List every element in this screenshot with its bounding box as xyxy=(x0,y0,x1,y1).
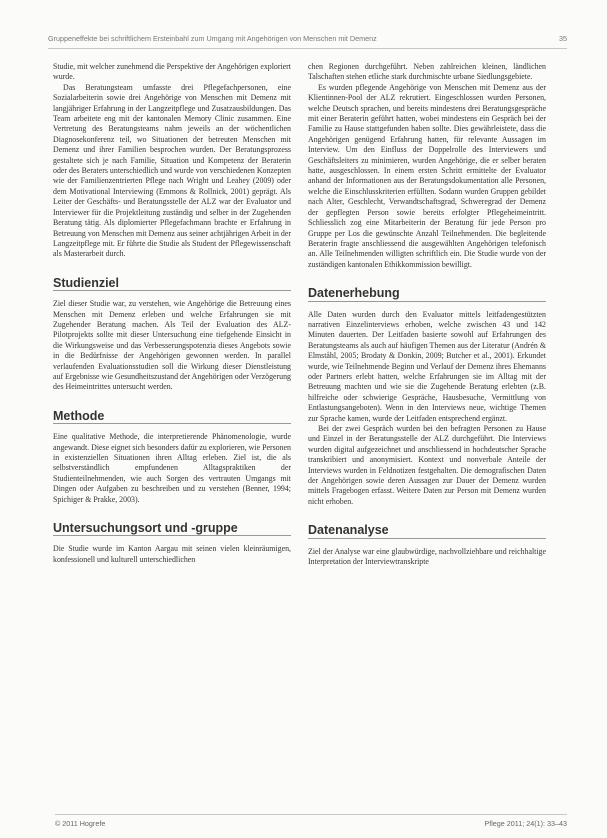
section-heading-untersuchung: Untersuchungsort und -gruppe xyxy=(53,523,291,536)
section-heading-datenerhebung: Datenerhebung xyxy=(308,288,546,301)
paragraph: Bei der zwei Gespräch wurden bei den befragten Personen zu Hause und Einzel in der Beratungsstelle der ALZ durchgeführt. Die Interviews wurden digital aufgezeichnet und anschliessend in hochdeutscher Sprache transkribiert und anonymisiert. Kontext und nonverbale Anteile der Interviews wurden in Feldnotizen festgehalten. Die demografischen Daten der Angehörigen sowie deren Aussagen zur Dauer der Demenz wurden mittels Fragebogen erfasst. Weitere Daten zur Person mit Demenz wurden nicht erhoben. xyxy=(308,424,546,506)
running-title: Gruppeneffekte bei schriftlichem Ersteinbahl zum Umgang mit Angehörigen von Menschen mit Demenz xyxy=(48,34,377,43)
journal-citation: Pflege 2011; 24(1): 33–43 xyxy=(484,819,567,828)
paragraph: Studie, mit welcher zunehmend die Perspektive der Angehörigen exploriert wurde. xyxy=(53,62,291,82)
paragraph: Alle Daten wurden durch den Evaluator mittels leitfadengestützten narrativen Einzelinterviews erhoben, welche zwischen 43 und 142 Minuten dauerten. Der Leitfaden basierte sowohl auf Erfahrungen des Beratungsteams als auch auf häufigen Themen aus der Literatur (Andrén & Elmståhl, 2005; Brodaty & Donkin, 2009; Butcher et al., 2001). Erkundet wurde, wie Teilnehmende Beginn und Verlauf der Demenz ihres Ehemanns oder Partners erlebt hatten, welche Erfahrungen sie im Alltag mit der Betreuung machten und wie sie die Zugehende Beratung erlebten (z.B. hilfreiche oder schwierige Gespräche, Hausbesuche, Vermittlung von Entlastungsangeboten). Wenn in den Interviews neue, wichtige Themen zur Sprache kamen, wurde der Leitfaden entsprechend ergänzt. xyxy=(308,309,546,423)
paragraph: chen Regionen durchgeführt. Neben zahlreichen kleinen, ländlichen Talschaften stehen etliche stark durchmischte urbane Siedlungsgebiete. xyxy=(308,62,546,82)
paragraph: Die Studie wurde im Kanton Aargau mit seinen vielen kleinräumigen, konfessionell und kulturell unterschiedlichen xyxy=(53,544,291,564)
copyright: © 2011 Hogrefe xyxy=(55,819,106,828)
paragraph: Eine qualitative Methode, die interpretierende Phänomenologie, wurde angewandt. Diese eignet sich besonders dafür zu explorieren, wie Personen in existenziellen Situationen ihren Alltag erleben. Ziel ist, die als selbstverständlich empfundenen Alltagspraktiken der Studienteilnehmenden, wie auch Sorgen des vertrauten Umgangs mit Dingen oder Aufgaben zu beschreiben und zu verstehen (Benner, 1994; Spichiger & Prakke, 2003). xyxy=(53,432,291,504)
page-footer xyxy=(55,814,567,828)
section-heading-methode: Methode xyxy=(53,411,291,424)
paragraph: Es wurden pflegende Angehörige von Menschen mit Demenz aus der Klientinnen-Pool der ALZ rekrutiert. Eingeschlossen wurden Personen, welche Deutsch sprachen, und bereits mindestens drei Beratungsgespräche mit einer Beraterin geführt hatten, wobei mindestens ein Gespräch bei der Familie zu Hause stattgefunden haben sollte. Dies gewährleistete, dass die Angehörigen genügend Erfahrung hatten, für relevante Aussagen im Interview. Um den Einfluss der Doppelrolle des Interviewers und Geschäftsleiters zu minimieren, wurden Angehörige, die er selber beraten hatte, ausgeschlossen. In einem ersten Schritt ermittelte der Evaluator anhand der Informationen aus der Beratungsdokumentation alle Personen, welche die Einschlusskriterien erfüllten. Sodann wurden Gruppen gebildet nach Alter, Geschlecht, Verwandtschaftsgrad, Schweregrad der Demenz der gepflegten Person sowie bereits erfolgter Pflegeheimeintritt. Schliesslich zog eine Mitarbeiterin der Beratung für jede Person pro Gruppe per Los die gewünschte Anzahl Teilnehmenden. Die begleitende Beraterin fragte anschliessend die ausgewählten Angehörigen telefonisch an. Alle Teilnehmenden willigten schriftlich ein. Die Studie wurde von der zuständigen kantonalen Ethikkommission bewilligt. xyxy=(308,82,546,269)
running-header xyxy=(48,34,567,49)
paragraph: Ziel der Analyse war eine glaubwürdige, nachvollziehbare und reichhaltige Interpretation der Interviewtranskripte xyxy=(308,546,546,567)
paragraph: Das Beratungsteam umfasste drei Pflegefachpersonen, eine Sozialarbeiterin sowie drei Angehörige von Menschen mit Demenz mit langjähriger Erfahrung in der Langzeitpflege und Zusatzausbildungen. Das Team arbeitete eng mit der kantonalen Memory Clinic zusammen. Eine Vertretung des Beratungsteams nahm jeweils an der wöchentlichen Diagnosekonferenz teil, wo Situationen der betreuten Menschen mit Demenz und ihrer Familien besprochen wurden. Der Beratungsprozess gestaltete sich je nach Familie, Situation und Kompetenz der Beraterin oder des Beraters unterschiedlich und wurde von verschiedenen Konzepten wie der Familienzentrierten Pflege nach Wright und Leahey (2009) oder dem Motivational Interviewing (Emmons & Rollnick, 2001) geprägt. Als Leiter der Geschäfts- und Beratungsstelle der ALZ war der Evaluator und Interviewer für die Projektleitung zuständig und selber in der Zugehenden Beratung tätig. Als diplomierter Pflegefachmann brachte er Erfahrung in Betreuung von Menschen mit Demenz aus seiner achtjährigen Arbeit in der Langzeitpflege mit. Er führte die Studie als Student der Pflegewissenschaft als Masterarbeit durch. xyxy=(53,82,291,259)
paragraph: Ziel dieser Studie war, zu verstehen, wie Angehörige die Betreuung eines Menschen mit Demenz erleben und welche Erfahrungen sie mit Zugehender Beratung machen. Als Teil der Evaluation des ALZ-Pilotprojekts sollte mit dieser Untersuchung eine tiefgehende Einsicht in die Wirkungsweise und das Verbesserungspotenzia dieses Angebots sowie in die Bedürfnisse der Angehörigen gewonnen werden. In parallel verlaufenden Evaluationsstudien soll die Wirkung dieser Dienstleistung auf Ergebnisse wie Gesundheitszustand der Angehörigen oder Verzögerung des Heimeintrittes untersucht werden. xyxy=(53,299,291,392)
right-column xyxy=(308,62,546,567)
section-heading-datenanalyse: Datenanalyse xyxy=(308,525,546,538)
left-column xyxy=(53,62,291,565)
page-number: 35 xyxy=(559,34,567,43)
section-heading-studienziel: Studienziel xyxy=(53,278,291,291)
